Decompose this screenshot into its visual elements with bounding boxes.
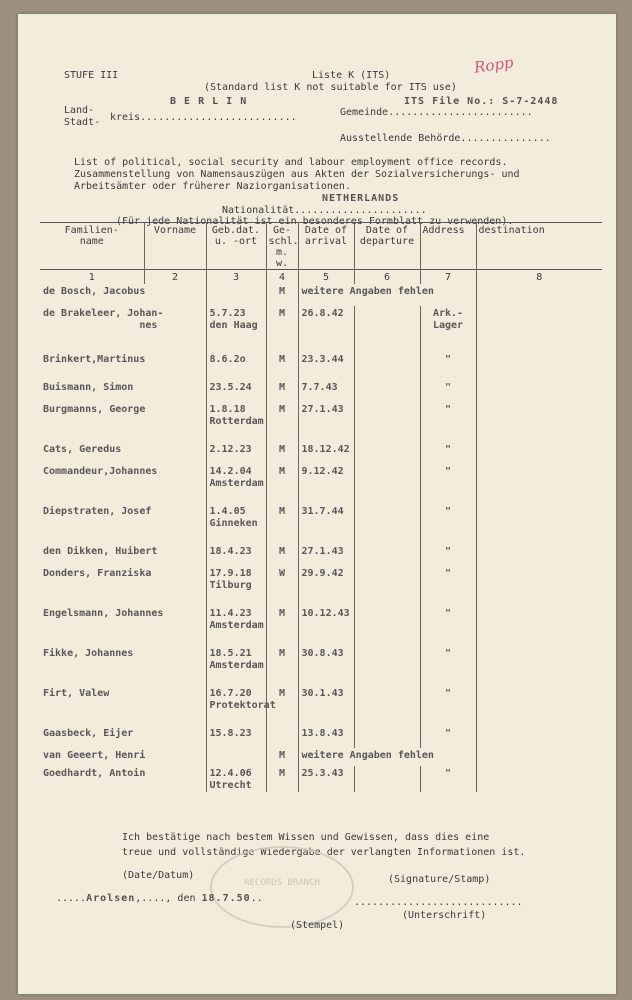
- table-row: [40, 544, 602, 566]
- destination-cell: [476, 726, 602, 748]
- its-file-number: ITS File No.: S-7-2448: [404, 96, 559, 107]
- family-name-cell: Gaasbeck, Eijer: [43, 728, 134, 739]
- family-name-cell: den Dikken, Huibert: [43, 546, 158, 557]
- birth-cell: 18.5.21 Amsterdam: [206, 646, 266, 686]
- behoerde-label: Ausstellende Behörde...............: [340, 133, 551, 144]
- birth-cell: 23.5.24: [206, 380, 266, 402]
- destination-cell: [476, 504, 602, 544]
- sex-cell: M: [266, 544, 298, 566]
- handwritten-mark: Ropp: [472, 53, 515, 77]
- column-number: 5: [298, 270, 354, 285]
- table-row: [40, 442, 602, 464]
- description-line-3: Arbeitsämter oder früherer Naziorganisationen.: [74, 181, 351, 192]
- arrival-cell: 27.1.43: [298, 402, 354, 442]
- address-cell: ": [420, 686, 476, 726]
- birth-cell: [206, 748, 266, 766]
- arrival-cell: 27.1.43: [298, 544, 354, 566]
- table-row: [40, 766, 602, 792]
- family-name-cell: Cats, Geredus: [43, 444, 122, 455]
- destination-cell: [476, 646, 602, 686]
- arrival-cell: 26.8.42: [298, 306, 354, 352]
- sex-cell: M: [266, 766, 298, 792]
- table-row: [40, 646, 602, 686]
- column-header: destination: [476, 223, 602, 270]
- family-name-cell: Brinkert,Martinus: [43, 354, 146, 365]
- birth-cell: 14.2.04 Amsterdam: [206, 464, 266, 504]
- arrival-cell: 7.7.43: [298, 380, 354, 402]
- birth-cell: 15.8.23: [206, 726, 266, 748]
- destination-cell: [476, 544, 602, 566]
- birth-cell: 1.4.05 Ginneken: [206, 504, 266, 544]
- description-line-1: List of political, social security and labour employment office records.: [74, 157, 508, 168]
- family-name-cell: Goedhardt, Antoin: [43, 768, 146, 779]
- sex-cell: M: [266, 442, 298, 464]
- departure-cell: [354, 504, 420, 544]
- arrival-cell: 29.9.42: [298, 566, 354, 606]
- departure-cell: [354, 686, 420, 726]
- destination-cell: [476, 402, 602, 442]
- table-row: [40, 606, 602, 646]
- departure-cell: [354, 442, 420, 464]
- departure-cell: [354, 306, 420, 352]
- sex-cell: M: [266, 686, 298, 726]
- column-header: Geb.dat. u. -ort: [206, 223, 266, 270]
- arrival-cell: weitere Angaben fehlen: [298, 284, 476, 306]
- family-name-cell: Diepstraten, Josef: [43, 506, 152, 517]
- column-number: 7: [420, 270, 476, 285]
- departure-cell: [354, 544, 420, 566]
- destination-cell: [476, 306, 602, 352]
- address-cell: ": [420, 504, 476, 544]
- faded-stamp: RECORDS BRANCH: [210, 846, 354, 928]
- birth-cell: [206, 284, 266, 306]
- sex-cell: M: [266, 646, 298, 686]
- column-header: Address: [420, 223, 476, 270]
- family-name-cell: Engelsmann, Johannes: [43, 608, 164, 619]
- den-label: den: [177, 893, 196, 904]
- table-row: [40, 566, 602, 606]
- birth-cell: 1.8.18 Rotterdam: [206, 402, 266, 442]
- family-name-cell: de Bosch, Jacobus: [43, 286, 146, 297]
- column-number: 8: [476, 270, 602, 285]
- stufe-label: STUFE III: [64, 70, 119, 81]
- arrival-cell: 18.12.42: [298, 442, 354, 464]
- address-cell: ": [420, 402, 476, 442]
- birth-cell: 16.7.20 Protektorat: [206, 686, 266, 726]
- family-name-cell: Fikke, Johannes: [43, 648, 134, 659]
- date-label: (Date/Datum): [122, 870, 195, 881]
- column-number: 6: [354, 270, 420, 285]
- gemeinde-label: Gemeinde........................: [340, 107, 533, 118]
- column-header: Date of departure: [354, 223, 420, 270]
- sex-cell: W: [266, 566, 298, 606]
- table-row: [40, 464, 602, 504]
- arrival-cell: 23.3.44: [298, 352, 354, 380]
- departure-cell: [354, 566, 420, 606]
- sex-cell: M: [266, 504, 298, 544]
- family-name-cell: Donders, Franziska: [43, 568, 152, 579]
- departure-cell: [354, 646, 420, 686]
- arrival-cell: 10.12.43: [298, 606, 354, 646]
- destination-cell: [476, 380, 602, 402]
- destination-cell: [476, 464, 602, 504]
- address-cell: ": [420, 726, 476, 748]
- stempel-label: (Stempel): [290, 920, 345, 931]
- birth-cell: 11.4.23 Amsterdam: [206, 606, 266, 646]
- table-row: [40, 686, 602, 726]
- column-number: 4: [266, 270, 298, 285]
- confirmation-line-2: treue und vollständige Wiedergabe der verlangten Informationen ist.: [122, 847, 526, 858]
- birth-cell: 2.12.23: [206, 442, 266, 464]
- destination-cell: [476, 566, 602, 606]
- destination-cell: [476, 352, 602, 380]
- land-label: Land-: [64, 105, 95, 116]
- birth-cell: 8.6.2o: [206, 352, 266, 380]
- arrival-cell: 30.1.43: [298, 686, 354, 726]
- address-cell: Ark.- Lager: [420, 306, 476, 352]
- address-cell: ": [420, 606, 476, 646]
- address-cell: ": [420, 442, 476, 464]
- table-row: [40, 726, 602, 748]
- table-row: [40, 402, 602, 442]
- family-name-cell: Commandeur,Johannes: [43, 466, 158, 477]
- family-name-cell: Buismann, Simon: [43, 382, 134, 393]
- family-name-cell: van Geeert, Henri: [43, 750, 146, 761]
- unterschrift-label: (Unterschrift): [402, 910, 487, 921]
- table-row: [40, 380, 602, 402]
- arrival-cell: 9.12.42: [298, 464, 354, 504]
- address-cell: ": [420, 544, 476, 566]
- signature-line: ............................: [354, 897, 523, 908]
- address-cell: ": [420, 464, 476, 504]
- table-row: [40, 306, 602, 352]
- family-name-cell: de Brakeleer, Johan- nes: [43, 308, 164, 331]
- nationality-value: NETHERLANDS: [322, 193, 400, 204]
- table-row: [40, 284, 602, 306]
- destination-cell: [476, 606, 602, 646]
- destination-cell: [476, 748, 602, 766]
- address-cell: ": [420, 566, 476, 606]
- arrival-cell: 30.8.43: [298, 646, 354, 686]
- address-cell: ": [420, 380, 476, 402]
- birth-cell: 12.4.06 Utrecht: [206, 766, 266, 792]
- city-value: B E R L I N: [170, 96, 248, 107]
- sex-cell: M: [266, 402, 298, 442]
- column-number: 3: [206, 270, 266, 285]
- departure-cell: [354, 766, 420, 792]
- sex-cell: M: [266, 464, 298, 504]
- address-cell: ": [420, 352, 476, 380]
- birth-cell: 17.9.18 Tilburg: [206, 566, 266, 606]
- sex-cell: [266, 726, 298, 748]
- place-date-line: .....Arolsen,...., den 18.7.50..: [56, 893, 263, 904]
- family-name-cell: Burgmanns, George: [43, 404, 146, 415]
- destination-cell: [476, 766, 602, 792]
- description-line-2: Zusammenstellung von Namensauszügen aus Akten der Sozialversicherungs- und: [74, 169, 520, 180]
- table-row: [40, 352, 602, 380]
- table-row: [40, 504, 602, 544]
- table-row: [40, 748, 602, 766]
- departure-cell: [354, 380, 420, 402]
- departure-cell: [354, 464, 420, 504]
- sex-cell: M: [266, 284, 298, 306]
- arrival-cell: 25.3.43: [298, 766, 354, 792]
- address-cell: ": [420, 766, 476, 792]
- departure-cell: [354, 726, 420, 748]
- nationality-note: (Für jede Nationalität ist ein besonderes Formblatt zu verwenden).: [116, 216, 514, 227]
- column-number: 1: [40, 270, 144, 285]
- arrival-cell: 13.8.43: [298, 726, 354, 748]
- column-number: 2: [144, 270, 206, 285]
- sex-cell: M: [266, 352, 298, 380]
- kreis-label: kreis..........................: [110, 112, 297, 123]
- column-header: Date of arrival: [298, 223, 354, 270]
- column-header: Vorname: [144, 223, 206, 270]
- family-name-cell: Firt, Valew: [43, 688, 110, 699]
- arrival-cell: 31.7.44: [298, 504, 354, 544]
- signature-label: (Signature/Stamp): [388, 874, 491, 885]
- list-title: Liste K (ITS): [312, 70, 391, 81]
- stadt-label: Stadt-: [64, 117, 101, 128]
- address-cell: ": [420, 646, 476, 686]
- birth-cell: 18.4.23: [206, 544, 266, 566]
- departure-cell: [354, 402, 420, 442]
- sex-cell: M: [266, 748, 298, 766]
- departure-cell: [354, 352, 420, 380]
- date-value: 18.7.50: [201, 893, 251, 904]
- column-header: Familien- name: [40, 223, 144, 270]
- destination-cell: [476, 284, 602, 306]
- nationality-label: Nationalität......................: [222, 205, 427, 216]
- sex-cell: M: [266, 606, 298, 646]
- confirmation-line-1: Ich bestätige nach bestem Wissen und Gewissen, dass dies eine: [122, 832, 490, 843]
- arrival-cell: weitere Angaben fehlen: [298, 748, 476, 766]
- destination-cell: [476, 442, 602, 464]
- records-table: [40, 222, 602, 792]
- birth-cell: 5.7.23 den Haag: [206, 306, 266, 352]
- list-subtitle: (Standard list K not suitable for ITS use): [204, 82, 457, 93]
- destination-cell: [476, 686, 602, 726]
- column-header: Ge- schl. m. w.: [266, 223, 298, 270]
- sex-cell: M: [266, 380, 298, 402]
- place-value: Arolsen: [86, 893, 136, 904]
- departure-cell: [354, 606, 420, 646]
- sex-cell: M: [266, 306, 298, 352]
